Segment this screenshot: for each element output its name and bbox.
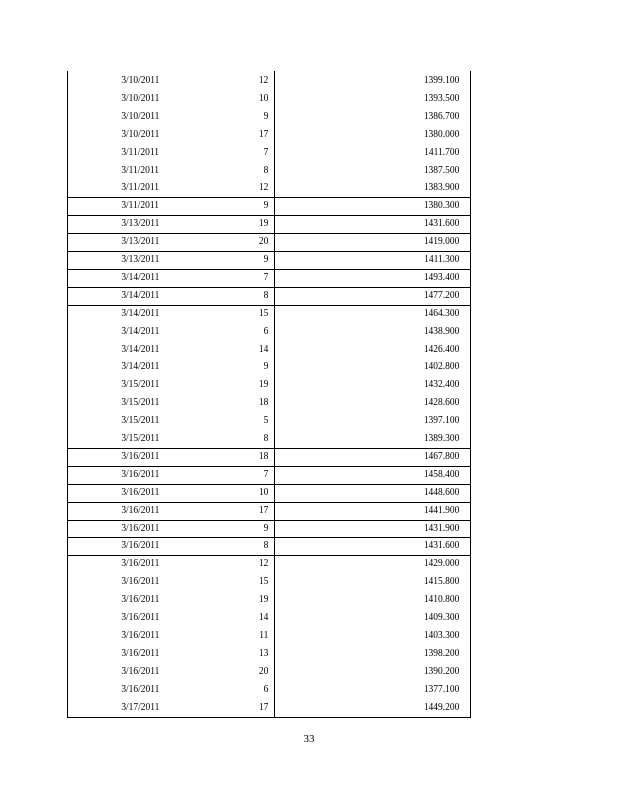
- table-row: [68, 502, 460, 520]
- date-cell: 3/17/2011: [121, 700, 160, 713]
- table-row: [68, 394, 460, 412]
- table-row: [68, 627, 460, 645]
- value-cell: 1438.900: [423, 324, 460, 337]
- count-cell: 19: [258, 217, 269, 230]
- count-cell: 8: [263, 539, 269, 552]
- count-cell: 15: [258, 306, 269, 319]
- count-cell: 9: [263, 360, 269, 373]
- count-cell: 6: [263, 324, 269, 337]
- value-cell: 1419.000: [423, 235, 460, 248]
- count-cell: 18: [258, 396, 269, 409]
- table-row: [68, 162, 460, 180]
- table-row: [68, 358, 460, 376]
- value-cell: 1393.500: [423, 91, 460, 104]
- table-row: [68, 233, 460, 251]
- table-row: [68, 197, 460, 215]
- table-row: [68, 573, 460, 591]
- table-row: [68, 215, 460, 233]
- data-table: [67, 71, 471, 718]
- value-cell: 1426.400: [423, 342, 460, 355]
- count-cell: 12: [258, 557, 269, 570]
- table-row: [68, 591, 460, 609]
- count-cell: 17: [258, 503, 269, 516]
- value-cell: 1449.200: [423, 700, 460, 713]
- value-cell: 1477.200: [423, 288, 460, 301]
- value-cell: 1428.600: [423, 396, 460, 409]
- value-cell: 1464.300: [423, 306, 460, 319]
- date-cell: 3/13/2011: [121, 235, 160, 248]
- count-cell: 7: [263, 467, 269, 480]
- count-cell: 19: [258, 593, 269, 606]
- table-row: [68, 412, 460, 430]
- date-cell: 3/10/2011: [121, 127, 160, 140]
- date-cell: 3/16/2011: [121, 628, 160, 641]
- table-row: [68, 287, 460, 305]
- value-cell: 1402.800: [423, 360, 460, 373]
- value-cell: 1431.600: [423, 217, 460, 230]
- value-cell: 1397.100: [423, 414, 460, 427]
- count-cell: 7: [263, 145, 269, 158]
- count-cell: 9: [263, 521, 269, 534]
- date-cell: 3/15/2011: [121, 432, 160, 444]
- value-cell: 1467.800: [423, 449, 460, 462]
- count-cell: 12: [258, 74, 269, 86]
- value-cell: 1403.300: [423, 628, 460, 641]
- date-cell: 3/14/2011: [121, 342, 160, 355]
- count-cell: 10: [258, 91, 269, 104]
- value-cell: 1411.300: [424, 253, 460, 265]
- table-row: [68, 681, 460, 699]
- count-cell: 7: [263, 270, 269, 283]
- date-cell: 3/16/2011: [121, 539, 160, 552]
- date-cell: 3/16/2011: [121, 611, 160, 623]
- value-cell: 1431.900: [423, 521, 460, 534]
- value-cell: 1387.500: [423, 163, 460, 176]
- count-cell: 9: [263, 109, 269, 122]
- table-row: [68, 341, 460, 359]
- value-cell: 1377.100: [423, 682, 460, 695]
- date-cell: 3/16/2011: [121, 521, 160, 534]
- count-cell: 9: [263, 253, 269, 265]
- table-row: [68, 663, 460, 681]
- table-row: [68, 537, 460, 555]
- table-row: [68, 466, 460, 484]
- table-row: [68, 126, 460, 144]
- value-cell: 1432.400: [423, 378, 460, 391]
- value-cell: 1390.200: [423, 664, 460, 677]
- date-cell: 3/11/2011: [121, 145, 159, 158]
- value-cell: 1441.900: [423, 503, 460, 516]
- date-cell: 3/14/2011: [121, 270, 160, 283]
- value-cell: 1411.700: [424, 145, 460, 158]
- table-row: [68, 108, 460, 126]
- date-cell: 3/14/2011: [121, 306, 160, 319]
- count-cell: 12: [258, 181, 269, 194]
- count-cell: 8: [263, 288, 269, 301]
- value-cell: 1448.600: [423, 485, 460, 498]
- table-row: [68, 323, 460, 341]
- table-row: [68, 448, 460, 466]
- count-cell: 19: [258, 378, 269, 391]
- table-row: [68, 520, 460, 538]
- date-cell: 3/15/2011: [121, 378, 160, 391]
- table-row: [68, 144, 460, 162]
- page-number: 33: [303, 733, 315, 745]
- table-row: [68, 699, 460, 717]
- count-cell: 5: [263, 414, 269, 427]
- count-cell: 18: [258, 449, 269, 462]
- date-cell: 3/10/2011: [121, 91, 160, 104]
- date-cell: 3/16/2011: [121, 449, 160, 462]
- value-cell: 1415.800: [423, 575, 460, 588]
- table-row: [68, 484, 460, 502]
- date-cell: 3/16/2011: [121, 593, 160, 606]
- date-cell: 3/11/2011: [121, 181, 159, 194]
- date-cell: 3/14/2011: [121, 360, 160, 373]
- value-cell: 1383.900: [423, 181, 460, 194]
- count-cell: 17: [258, 700, 269, 713]
- count-cell: 13: [258, 646, 269, 659]
- date-cell: 3/11/2011: [121, 163, 159, 176]
- date-cell: 3/10/2011: [121, 109, 160, 122]
- count-cell: 10: [258, 485, 269, 498]
- count-cell: 14: [258, 611, 269, 623]
- table-row: [68, 376, 460, 394]
- count-cell: 8: [263, 163, 269, 176]
- table-row: [68, 555, 460, 573]
- date-cell: 3/16/2011: [121, 503, 160, 516]
- date-cell: 3/13/2011: [121, 217, 160, 230]
- table-row: [68, 305, 460, 323]
- table-row: [68, 72, 460, 90]
- value-cell: 1458.400: [423, 467, 460, 480]
- value-cell: 1398.200: [423, 646, 460, 659]
- table-row: [68, 609, 460, 627]
- table-row: [68, 269, 460, 287]
- value-cell: 1380.300: [423, 199, 460, 212]
- date-cell: 3/11/2011: [121, 199, 159, 212]
- value-cell: 1429.000: [423, 557, 460, 570]
- date-cell: 3/16/2011: [121, 485, 160, 498]
- date-cell: 3/16/2011: [121, 682, 160, 695]
- value-cell: 1399.100: [423, 74, 460, 86]
- date-cell: 3/15/2011: [121, 414, 160, 427]
- date-cell: 3/16/2011: [121, 557, 160, 570]
- value-cell: 1386.700: [423, 109, 460, 122]
- table-row: [68, 179, 460, 197]
- value-cell: 1389.300: [423, 432, 460, 444]
- date-cell: 3/14/2011: [121, 288, 160, 301]
- count-cell: 9: [263, 199, 269, 212]
- table-row: [68, 251, 460, 269]
- value-cell: 1409.300: [423, 611, 460, 623]
- date-cell: 3/10/2011: [121, 74, 160, 86]
- value-cell: 1410.800: [423, 593, 460, 606]
- date-cell: 3/16/2011: [121, 467, 160, 480]
- count-cell: 8: [263, 432, 269, 444]
- date-cell: 3/15/2011: [121, 396, 160, 409]
- date-cell: 3/16/2011: [121, 646, 160, 659]
- value-cell: 1431.600: [423, 539, 460, 552]
- date-cell: 3/13/2011: [121, 253, 160, 265]
- value-cell: 1493.400: [423, 270, 460, 283]
- count-cell: 20: [258, 664, 269, 677]
- table-row: [68, 645, 460, 663]
- count-cell: 20: [258, 235, 269, 248]
- value-cell: 1380.000: [423, 127, 460, 140]
- count-cell: 6: [263, 682, 269, 695]
- table-row: [68, 430, 460, 448]
- date-cell: 3/16/2011: [121, 664, 160, 677]
- date-cell: 3/16/2011: [121, 575, 160, 588]
- table-row: [68, 90, 460, 108]
- count-cell: 17: [258, 127, 269, 140]
- count-cell: 11: [259, 628, 269, 641]
- date-cell: 3/14/2011: [121, 324, 160, 337]
- count-cell: 15: [258, 575, 269, 588]
- count-cell: 14: [258, 342, 269, 355]
